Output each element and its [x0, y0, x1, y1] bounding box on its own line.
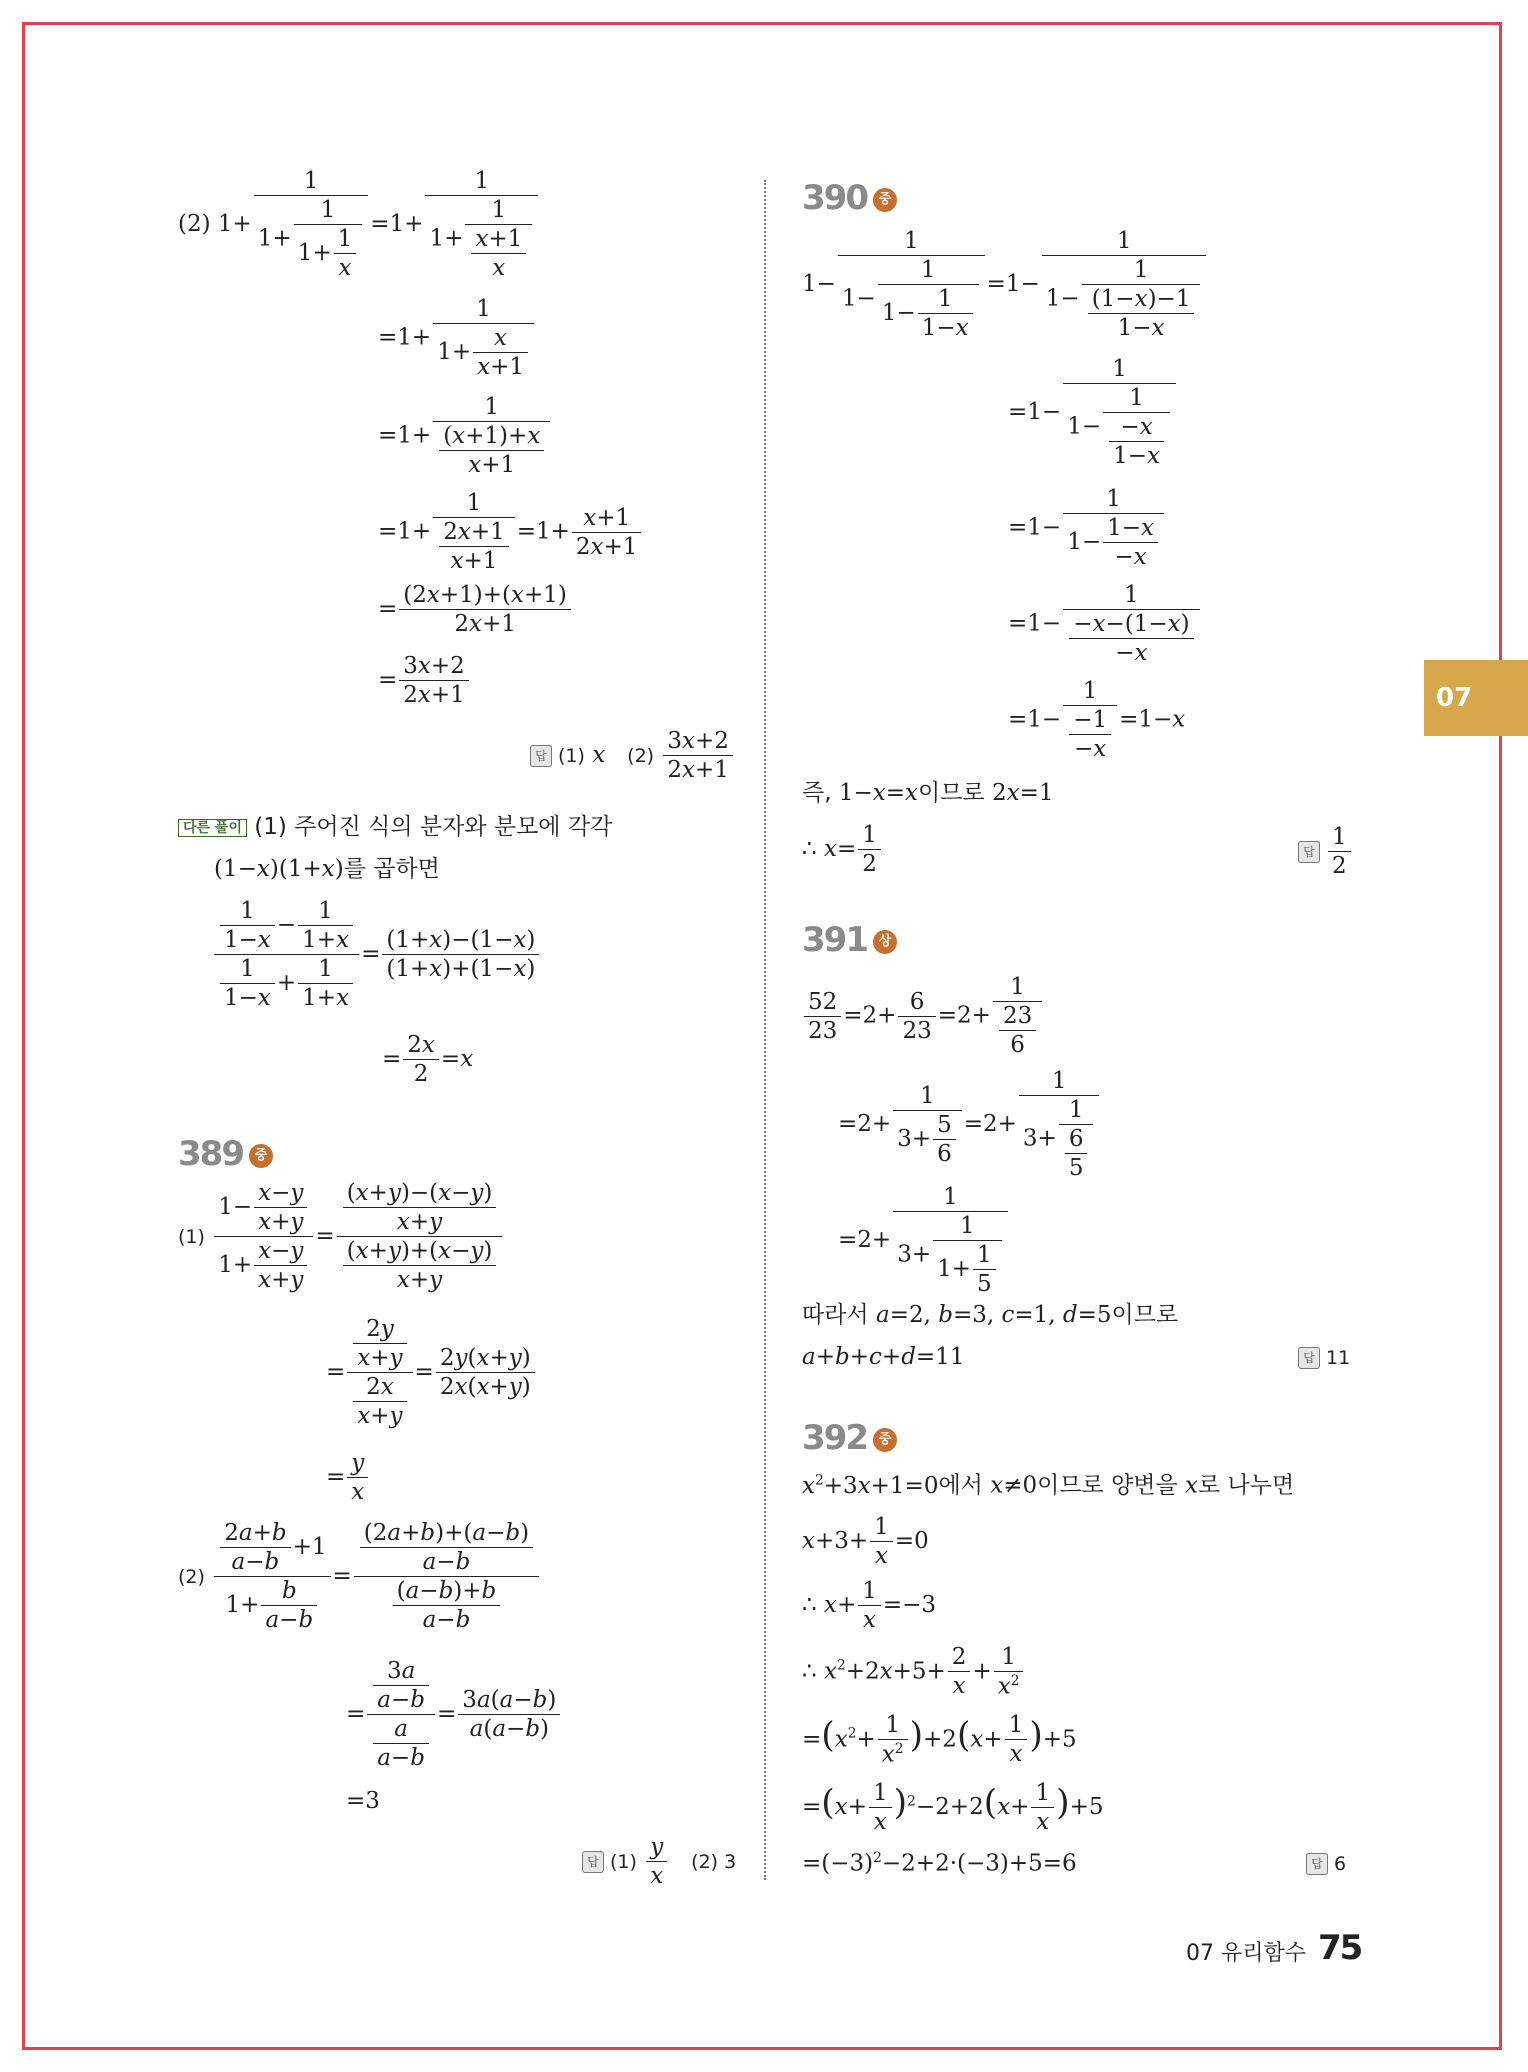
alt-solution-line-2: (1−x)(1+x)를 곱하면: [214, 856, 440, 882]
alt-solution-eq-1: $\frac{1}{1-x}$ − $\frac{1}{1+x}$ $\frac{1}{1-x}$ + $\frac{1}{1+x}$ = $\frac{(1+x)-(1-x)}{(1+x)+(1-x)}$: [212, 900, 541, 1010]
prev-solution-line-6: = $\frac{3x+2}{2x+1}$: [378, 655, 471, 707]
level-badge: 중: [873, 1428, 897, 1452]
level-badge: 중: [873, 188, 897, 212]
problem-390-eq-1: 1− 1 1− 1 1− $\frac{1}{1-x}$ =1− 1 1− $\frac{1}{\frac{(1-x)-1}{1-x}}$: [802, 230, 1208, 340]
answer-icon: 답: [1298, 1347, 1320, 1369]
alt-solution-label: 다른 풀이: [178, 819, 247, 837]
page-border: [22, 22, 1502, 2050]
problem-389-number: 389 중: [178, 1134, 273, 1174]
problem-391-eq-1: $\frac{52}{23}$ =2+ $\frac{6}{23}$ =2+ $\frac{1}{\frac{23}{6}}$: [802, 976, 1044, 1057]
answer-icon: 답: [582, 1851, 604, 1873]
problem-391-sum: a+b+c+d=11: [802, 1344, 965, 1370]
problem-389-eq-6: =3: [346, 1788, 380, 1814]
chapter-tab: 07: [1424, 660, 1528, 736]
problem-391-eq-2: =2+ 1 3+ $\frac{5}{6}$ =2+ 1 3+ $\frac{1}{\frac{6}{5}}$: [838, 1070, 1101, 1180]
problem-389-eq-3: = $\frac{y}{x}$: [326, 1452, 370, 1504]
answer-icon: 답: [530, 745, 552, 767]
problem-391-text: 따라서 a=2, b=3, c=1, d=5이므로: [802, 1302, 1179, 1328]
problem-390-eq-3: =1− 1 1− $\frac{1-x}{-x}$: [1008, 488, 1166, 569]
prev-solution-line-2: =1+ 1 1+ $\frac{x}{x+1}$: [378, 298, 536, 379]
problem-390-conclusion: ∴ x= $\frac{1}{2}$: [802, 824, 883, 876]
problem-390-answer: 답 $\frac{1}{2}$: [1298, 826, 1353, 878]
problem-392-eq-1: x+3+ $\frac{1}{x}$ =0: [802, 1514, 929, 1569]
problem-389-answer: 답 (1) $\frac{y}{x}$ (2) 3: [582, 1836, 736, 1888]
problem-389-eq-4: (2) $\frac{2a+b}{a-b}$ +1 1+ $\frac{b}{a-b}$ = $\frac{\frac{(2a+b)+(a-b)}{a-b}}{\frac{(a-b)+b}{a-b}}$: [178, 1522, 541, 1632]
footer-chapter-title: 07 유리함수: [1186, 1941, 1306, 1966]
problem-392-number: 392 중: [802, 1418, 897, 1458]
problem-389-eq-2: = $\frac{\frac{2y}{x+y}}{\frac{2x}{x+y}}$ = $\frac{2y(x+y)}{2x(x+y)}$: [326, 1318, 537, 1428]
problem-392-eq-3: ∴ $x^2+2x+5+$ $\frac{2}{x}$ + $\frac{1}{x^2}$: [802, 1646, 1025, 1699]
problem-392-text: $x^2+3x+1=0$에서 x≠0이므로 양변을 x로 나누면: [802, 1472, 1295, 1499]
problem-389-eq-1: (1) 1− $\frac{x-y}{x+y}$ 1+ $\frac{x-y}{x+y}$ = $\frac{\frac{(x+y)-(x-y)}{x+y}}{\frac{(x+y)+(x-y)}{x+y}}$: [178, 1182, 504, 1292]
prev-answer: 답 (1) x (2) $\frac{3x+2}{2x+1}$: [530, 730, 735, 782]
column-divider: [764, 180, 766, 1880]
problem-392-eq-2: ∴ x+ $\frac{1}{x}$ =−3: [802, 1578, 937, 1633]
alt-solution-eq-2: = $\frac{2x}{2}$ =x: [382, 1032, 474, 1087]
prev-solution-line-4: =1+ $\frac{1}{\frac{2x+1}{x+1}}$ =1+ $\frac{x+1}{2x+1}$: [378, 492, 643, 573]
problem-390-eq-2: =1− 1 1− $\frac{1}{\frac{-x}{1-x}}$: [1008, 358, 1178, 468]
problem-390-number: 390 중: [802, 178, 897, 218]
problem-391-number: 391 상: [802, 920, 897, 960]
problem-389-eq-5: = $\frac{\frac{3a}{a-b}}{\frac{a}{a-b}}$ = $\frac{3a(a-b)}{a(a-b)}$: [346, 1660, 562, 1770]
prev-solution-line-3: =1+ $\frac{1}{\frac{(x+1)+x}{x+1}}$: [378, 396, 552, 477]
alt-solution-line-1: 다른 풀이 (1) 주어진 식의 분자와 분모에 각각: [178, 816, 612, 839]
answer-icon: 답: [1306, 1853, 1328, 1875]
prev-solution-line-5: = $\frac{(2x+1)+(x+1)}{2x+1}$: [378, 584, 573, 636]
problem-390-text: 즉, 1−x=x이므로 2x=1: [802, 780, 1054, 806]
problem-390-eq-4: =1− $\frac{1}{\frac{-x-(1-x)}{-x}}$: [1008, 584, 1202, 665]
prev-solution-line-1: (2) 1+ 1 1+ 1 1+ $\frac{1}{x}$ =1+ 1 1+ $\frac{1}{\frac{x+1}{x}}$: [178, 170, 540, 280]
problem-392-eq-4: $=(x^2+$ $\frac{1}{x^2}$ )+2(x+ $\frac{1}{x}$ )+5: [802, 1712, 1077, 1768]
problem-392-eq-6: $=(-3)^2-2+2\cdot(-3)+5=6$: [802, 1850, 1077, 1877]
level-badge: 상: [873, 930, 897, 954]
answer-icon: 답: [1298, 841, 1320, 863]
problem-392-eq-5: =(x+ $\frac{1}{x}$ )$^2$−2+2(x+ $\frac{1}{x}$ )+5: [802, 1780, 1104, 1835]
problem-390-eq-5: =1− $\frac{1}{\frac{-1}{-x}}$ =1−x: [1008, 678, 1186, 762]
problem-391-answer: 답 11: [1298, 1346, 1350, 1369]
problem-391-eq-3: =2+ 1 3+ 1 1+ $\frac{1}{5}$: [838, 1186, 1010, 1296]
problem-392-answer: 답 6: [1306, 1852, 1346, 1875]
page-number: 75: [1318, 1928, 1362, 1968]
level-badge: 중: [249, 1144, 273, 1168]
